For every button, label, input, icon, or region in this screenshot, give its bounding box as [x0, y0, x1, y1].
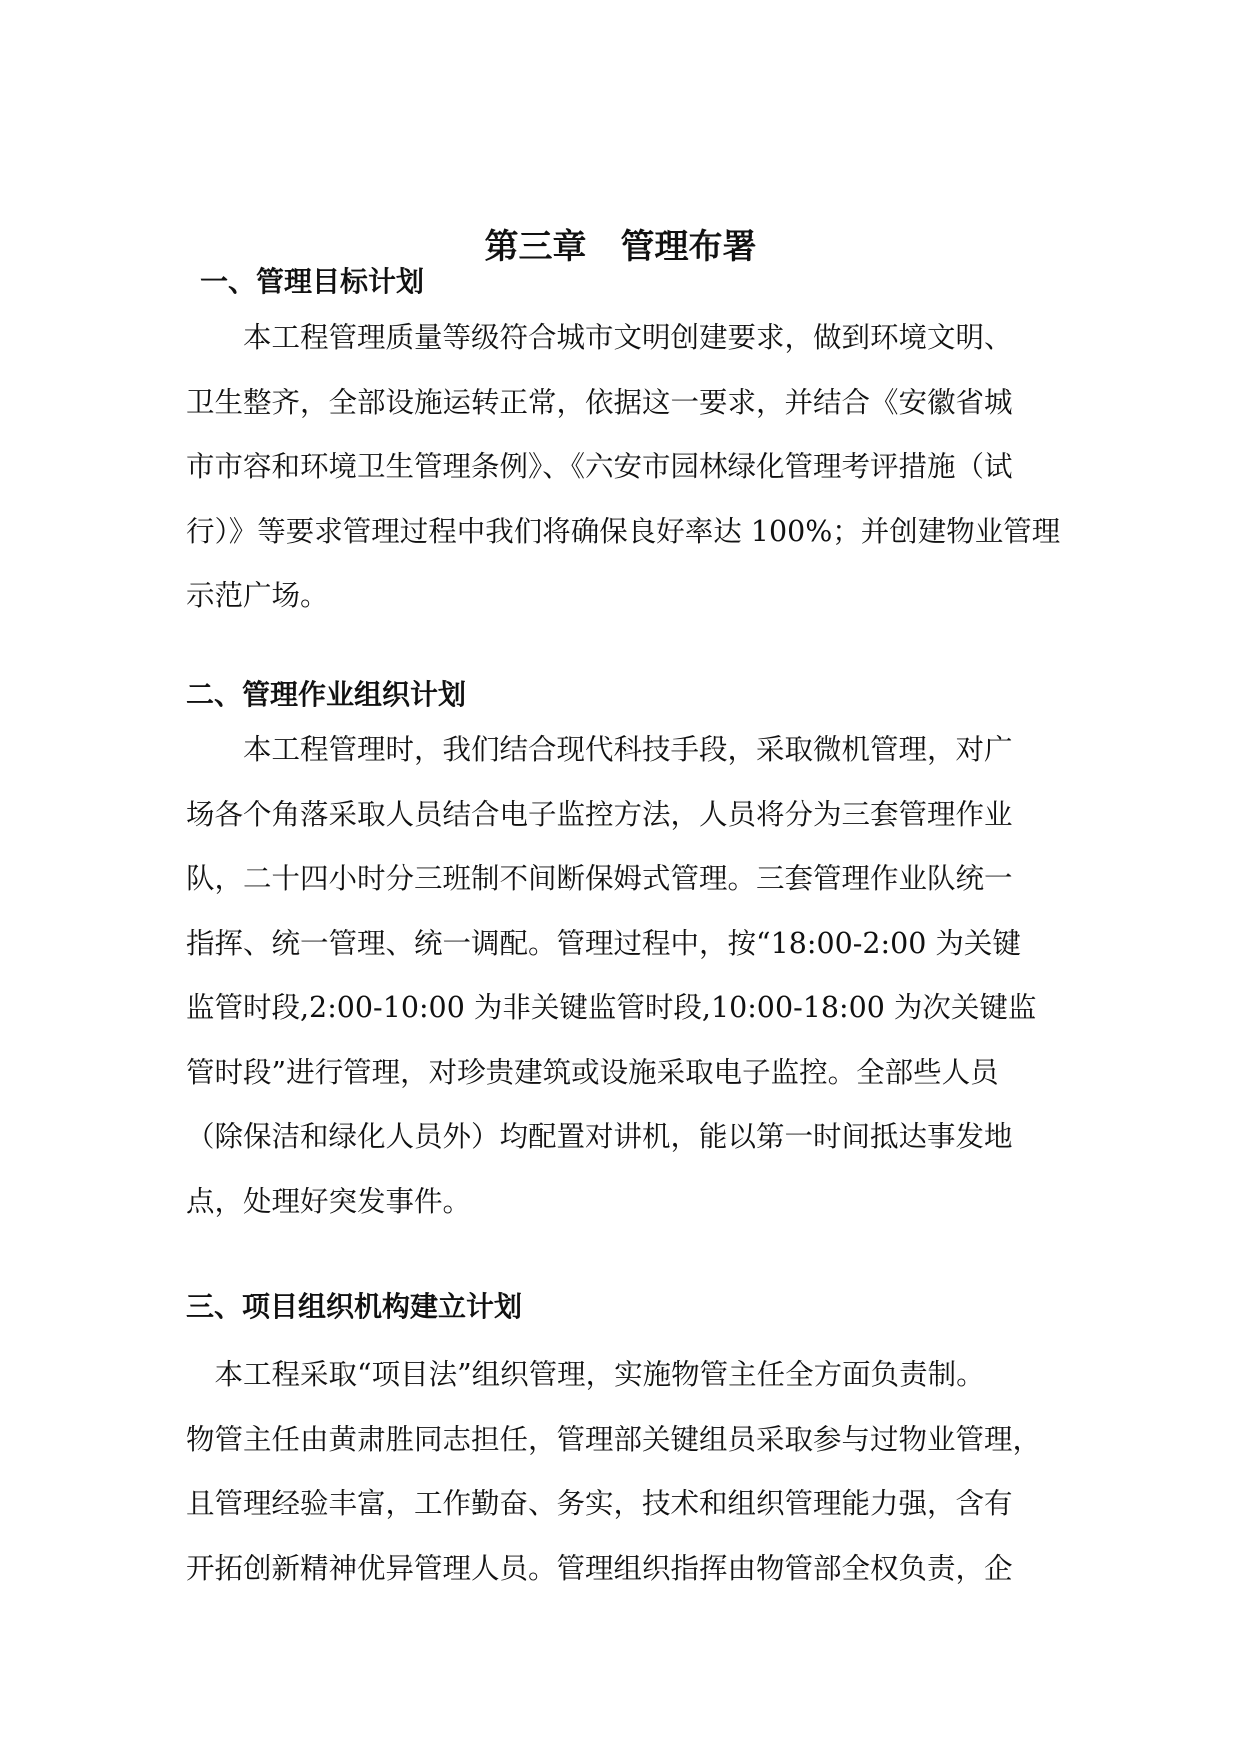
- section-heading-1: 一、管理目标计划: [200, 265, 425, 298]
- chapter-title: 第三章 管理布署: [484, 227, 757, 267]
- section-heading-3: 三、项目组织机构建立计划: [186, 1290, 523, 1323]
- paragraph-line: 示范广场。: [186, 579, 329, 612]
- paragraph-line: 本工程管理质量等级符合城市文明创建要求，做到环境文明、: [186, 321, 1013, 354]
- paragraph-line: 且管理经验丰富，工作勤奋、务实，技术和组织管理能力强，含有: [186, 1487, 1013, 1520]
- section-3-paragraph: [186, 1343, 1106, 1601]
- paragraph-line: 指挥、统一管理、统一调配。管理过程中，按“18:00-2:00 为关键: [186, 926, 1021, 960]
- paragraph-line: 管时段”进行管理，对珍贵建筑或设施采取电子监控。全部些人员: [186, 1055, 999, 1089]
- paragraph-line: 本工程采取“项目法”组织管理，实施物管主任全方面负责制。: [186, 1358, 985, 1391]
- paragraph-line: 监管时段,2:00-10:00 为非关键监管时段,10:00-18:00 为次关键监: [186, 991, 1037, 1024]
- paragraph-line: 本工程管理时，我们结合现代科技手段，采取微机管理，对广: [186, 733, 1013, 766]
- section-heading-2: 二、管理作业组织计划: [186, 678, 467, 711]
- paragraph-line: 点，处理好突发事件。: [186, 1184, 472, 1218]
- paragraph-line: 队，二十四小时分三班制不间断保姆式管理。三套管理作业队统一: [186, 862, 1013, 895]
- paragraph-line: （除保洁和绿化人员外）均配置对讲机，能以第一时间抵达事发地: [186, 1120, 1013, 1153]
- paragraph-line: 开拓创新精神优异管理人员。管理组织指挥由物管部全权负责，企: [186, 1551, 1013, 1585]
- paragraph-line: 行）》等要求管理过程中我们将确保良好率达 100%；并创建物业管理: [186, 514, 1061, 548]
- section-2-paragraph: [186, 718, 1106, 1234]
- section-1-paragraph: [186, 306, 1106, 629]
- paragraph-line: 市市容和环境卫生管理条例》、《六安市园林绿化管理考评措施（试: [186, 450, 1013, 483]
- paragraph-line: 物管主任由黄肃胜同志担任，管理部关键组员采取参与过物业管理，: [186, 1422, 1042, 1456]
- paragraph-line: 场各个角落采取人员结合电子监控方法，人员将分为三套管理作业: [186, 797, 1013, 831]
- paragraph-line: 卫生整齐，全部设施运转正常，依据这一要求，并结合《安徽省城: [186, 385, 1013, 419]
